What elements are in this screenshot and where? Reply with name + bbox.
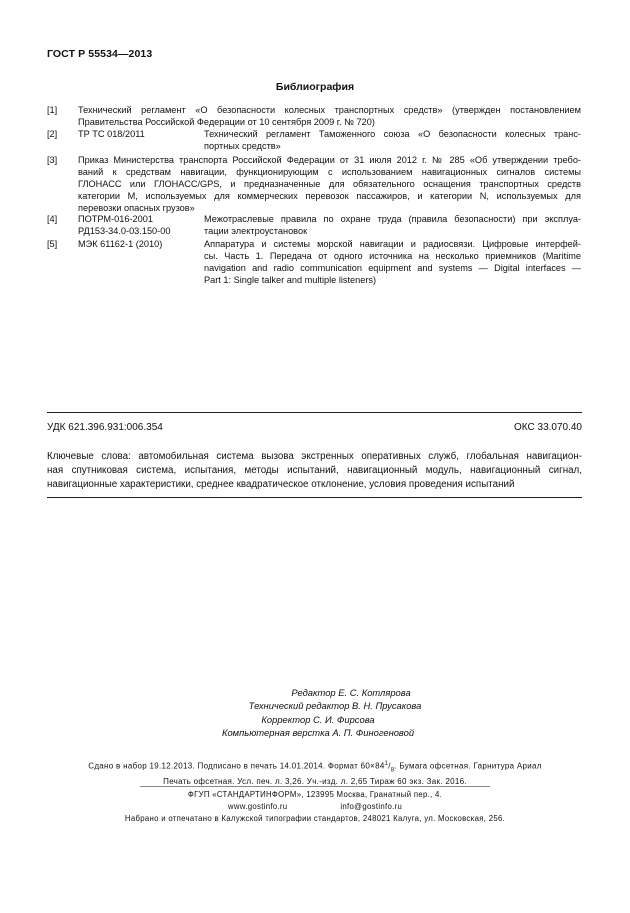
print-info-line-1: Сдано в набор 19.12.2013. Подписано в печать 14.01.2014. Формат $60\times 84^1/_8$. Бумага офсетная. Гарнитура Ариал bbox=[88, 761, 542, 774]
publisher-address: ФГУП «СТАНДАРТИНФОРМ», 123995 Москва, Гранатный пер., 4. bbox=[187, 790, 443, 799]
print-info bbox=[60, 758, 570, 788]
divider-footer bbox=[140, 786, 490, 787]
item-text: Приказ Министерства транспорта Российской Федерации от 31 июля 2012 г. № 285 «Об утверждении требо- ваний к средствам навигации, функционирующим с использованием навигационных сигналов системы ГЛОНАСС или ГЛОНАСС/GPS, и предназначенные для обязательного оснащения транспортных средств категории M, используемых для коммерческих перевозок пассажиров, и категории N, используемых для перевозки опасных грузов» bbox=[78, 155, 581, 213]
item-number: [3] bbox=[47, 155, 58, 165]
publisher-printing: Набрано и отпечатано в Калужской типографии стандартов, 248021 Калуга, ул. Московская, 256. bbox=[124, 813, 506, 823]
udk-code: УДК 621.396.931:006.354 bbox=[47, 422, 163, 433]
credits-block bbox=[0, 686, 630, 739]
standard-number: ГОСТ Р 55534—2013 bbox=[47, 48, 153, 60]
item-number: [4] bbox=[47, 214, 58, 224]
bibliography-item-5 bbox=[0, 238, 630, 288]
item-code: ТР ТС 018/2011 bbox=[78, 129, 145, 139]
publisher-website[interactable]: www.gostinfo.ru bbox=[227, 801, 288, 811]
item-number: [1] bbox=[47, 105, 58, 115]
item-code: ПОТРМ-016-2001 РД153-34.0-03.150-00 bbox=[78, 214, 171, 236]
item-description: Межотраслевые правила по охране труда (правила безопасности) при эксплуа- тации электроустановок bbox=[204, 214, 581, 236]
bibliography-item-4 bbox=[0, 213, 630, 239]
oks-code: ОКС 33.070.40 bbox=[514, 422, 582, 433]
item-number: [5] bbox=[47, 239, 58, 249]
item-description: Технический регламент Таможенного союза «О безопасности колесных транс- портных средств» bbox=[204, 129, 581, 151]
item-description: Аппаратура и системы морской навигации и радиосвязи. Цифровые интерфей- сы. Часть 1. Передача от одного источника на несколько приемников (Maritime navigation and radio communication equipment and systems — Digital interfaces — Part 1: Single talker and multiple listeners) bbox=[204, 239, 581, 285]
item-number: [2] bbox=[47, 129, 58, 139]
credit-layout: Компьютерная верстка А. П. Финогеновой bbox=[221, 726, 415, 738]
divider-bottom bbox=[47, 497, 582, 498]
credit-corrector: Корректор С. И. Фирсова bbox=[261, 713, 375, 725]
item-code: МЭК 61162-1 (2010) bbox=[78, 239, 163, 249]
bibliography-item-1 bbox=[0, 104, 630, 130]
credit-tech-editor: Технический редактор В. Н. Прусакова bbox=[248, 700, 422, 712]
bibliography-title: Библиография bbox=[275, 81, 355, 93]
publisher-contacts bbox=[60, 801, 570, 813]
credit-editor: Редактор Е. С. Котлярова bbox=[291, 687, 411, 698]
publisher-email[interactable]: info@gostinfo.ru bbox=[340, 801, 403, 811]
divider-top bbox=[47, 412, 582, 413]
print-info-line-2: Печать офсетная. Усл. печ. л. 3,26. Уч.-изд. л. 2,65 Тираж 60 экз. Зак. 2016. bbox=[163, 777, 467, 787]
item-text: Технический регламент «О безопасности колесных транспортных средств» (утвержден постановлением Правительства Российской Федерации от 10 сентября 2009 г. № 720) bbox=[78, 105, 581, 127]
publisher-info bbox=[60, 789, 570, 824]
bibliography-item-2 bbox=[0, 128, 630, 154]
keywords: Ключевые слова: автомобильная система вызова экстренных оперативных служб, глобальная навигацион- ная спутниковая система, испытания, методы испытаний, навигационный модуль, навигационный сигнал, навигационные характеристики, среднее квадратическое отклонение, условия проведения испытаний bbox=[47, 451, 582, 490]
bibliography-item-3 bbox=[0, 154, 630, 216]
